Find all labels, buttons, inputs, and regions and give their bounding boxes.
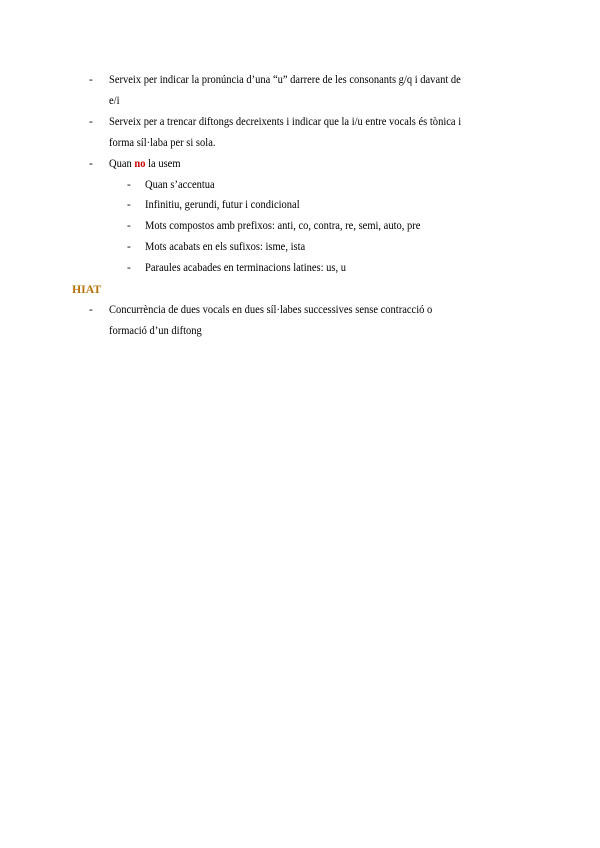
sub-item-2: Infinitiu, gerundi, futur i condicional: [145, 199, 300, 211]
bullet-dash: -: [89, 116, 93, 128]
quan-after: la usem: [148, 158, 181, 170]
bullet-2-line-1: Serveix per a trencar diftongs decreixents i indicar que la i/u entre vocals és tònica i: [109, 116, 462, 128]
sub-bullet-dash: -: [127, 199, 131, 211]
bullet-1-line-1: Serveix per indicar la pronúncia d’una “u” darrere de les consonants g/q i davant de: [109, 74, 461, 86]
bullet-2-line-2: forma síl·laba per si sola.: [109, 137, 216, 149]
bullet-1-line-2: e/i: [109, 95, 120, 107]
bullet-dash: -: [89, 304, 93, 316]
quan-before: Quan: [109, 158, 132, 170]
quan-no-line: [109, 157, 181, 171]
bullet-dash: -: [89, 74, 93, 86]
sub-item-5: Paraules acabades en terminacions latines: us, u: [145, 262, 347, 274]
sub-bullet-dash: -: [127, 262, 131, 274]
section-heading-hiat: HIAT: [72, 282, 102, 296]
sub-bullet-dash: -: [127, 179, 131, 191]
hiat-line-2: formació d’un diftong: [109, 325, 202, 337]
hiat-line-1: Concurrència de dues vocals en dues síl·labes successives sense contracció o: [109, 304, 433, 316]
bullet-dash: -: [89, 158, 93, 170]
sub-bullet-dash: -: [127, 241, 131, 253]
quan-emphasis-no: no: [134, 158, 146, 170]
sub-item-4: Mots acabats en els sufixos: isme, ista: [145, 241, 306, 253]
sub-item-1: Quan s’accentua: [145, 179, 215, 191]
sub-item-3: Mots compostos amb prefixos: anti, co, contra, re, semi, auto, pre: [145, 220, 421, 232]
sub-bullet-dash: -: [127, 220, 131, 232]
